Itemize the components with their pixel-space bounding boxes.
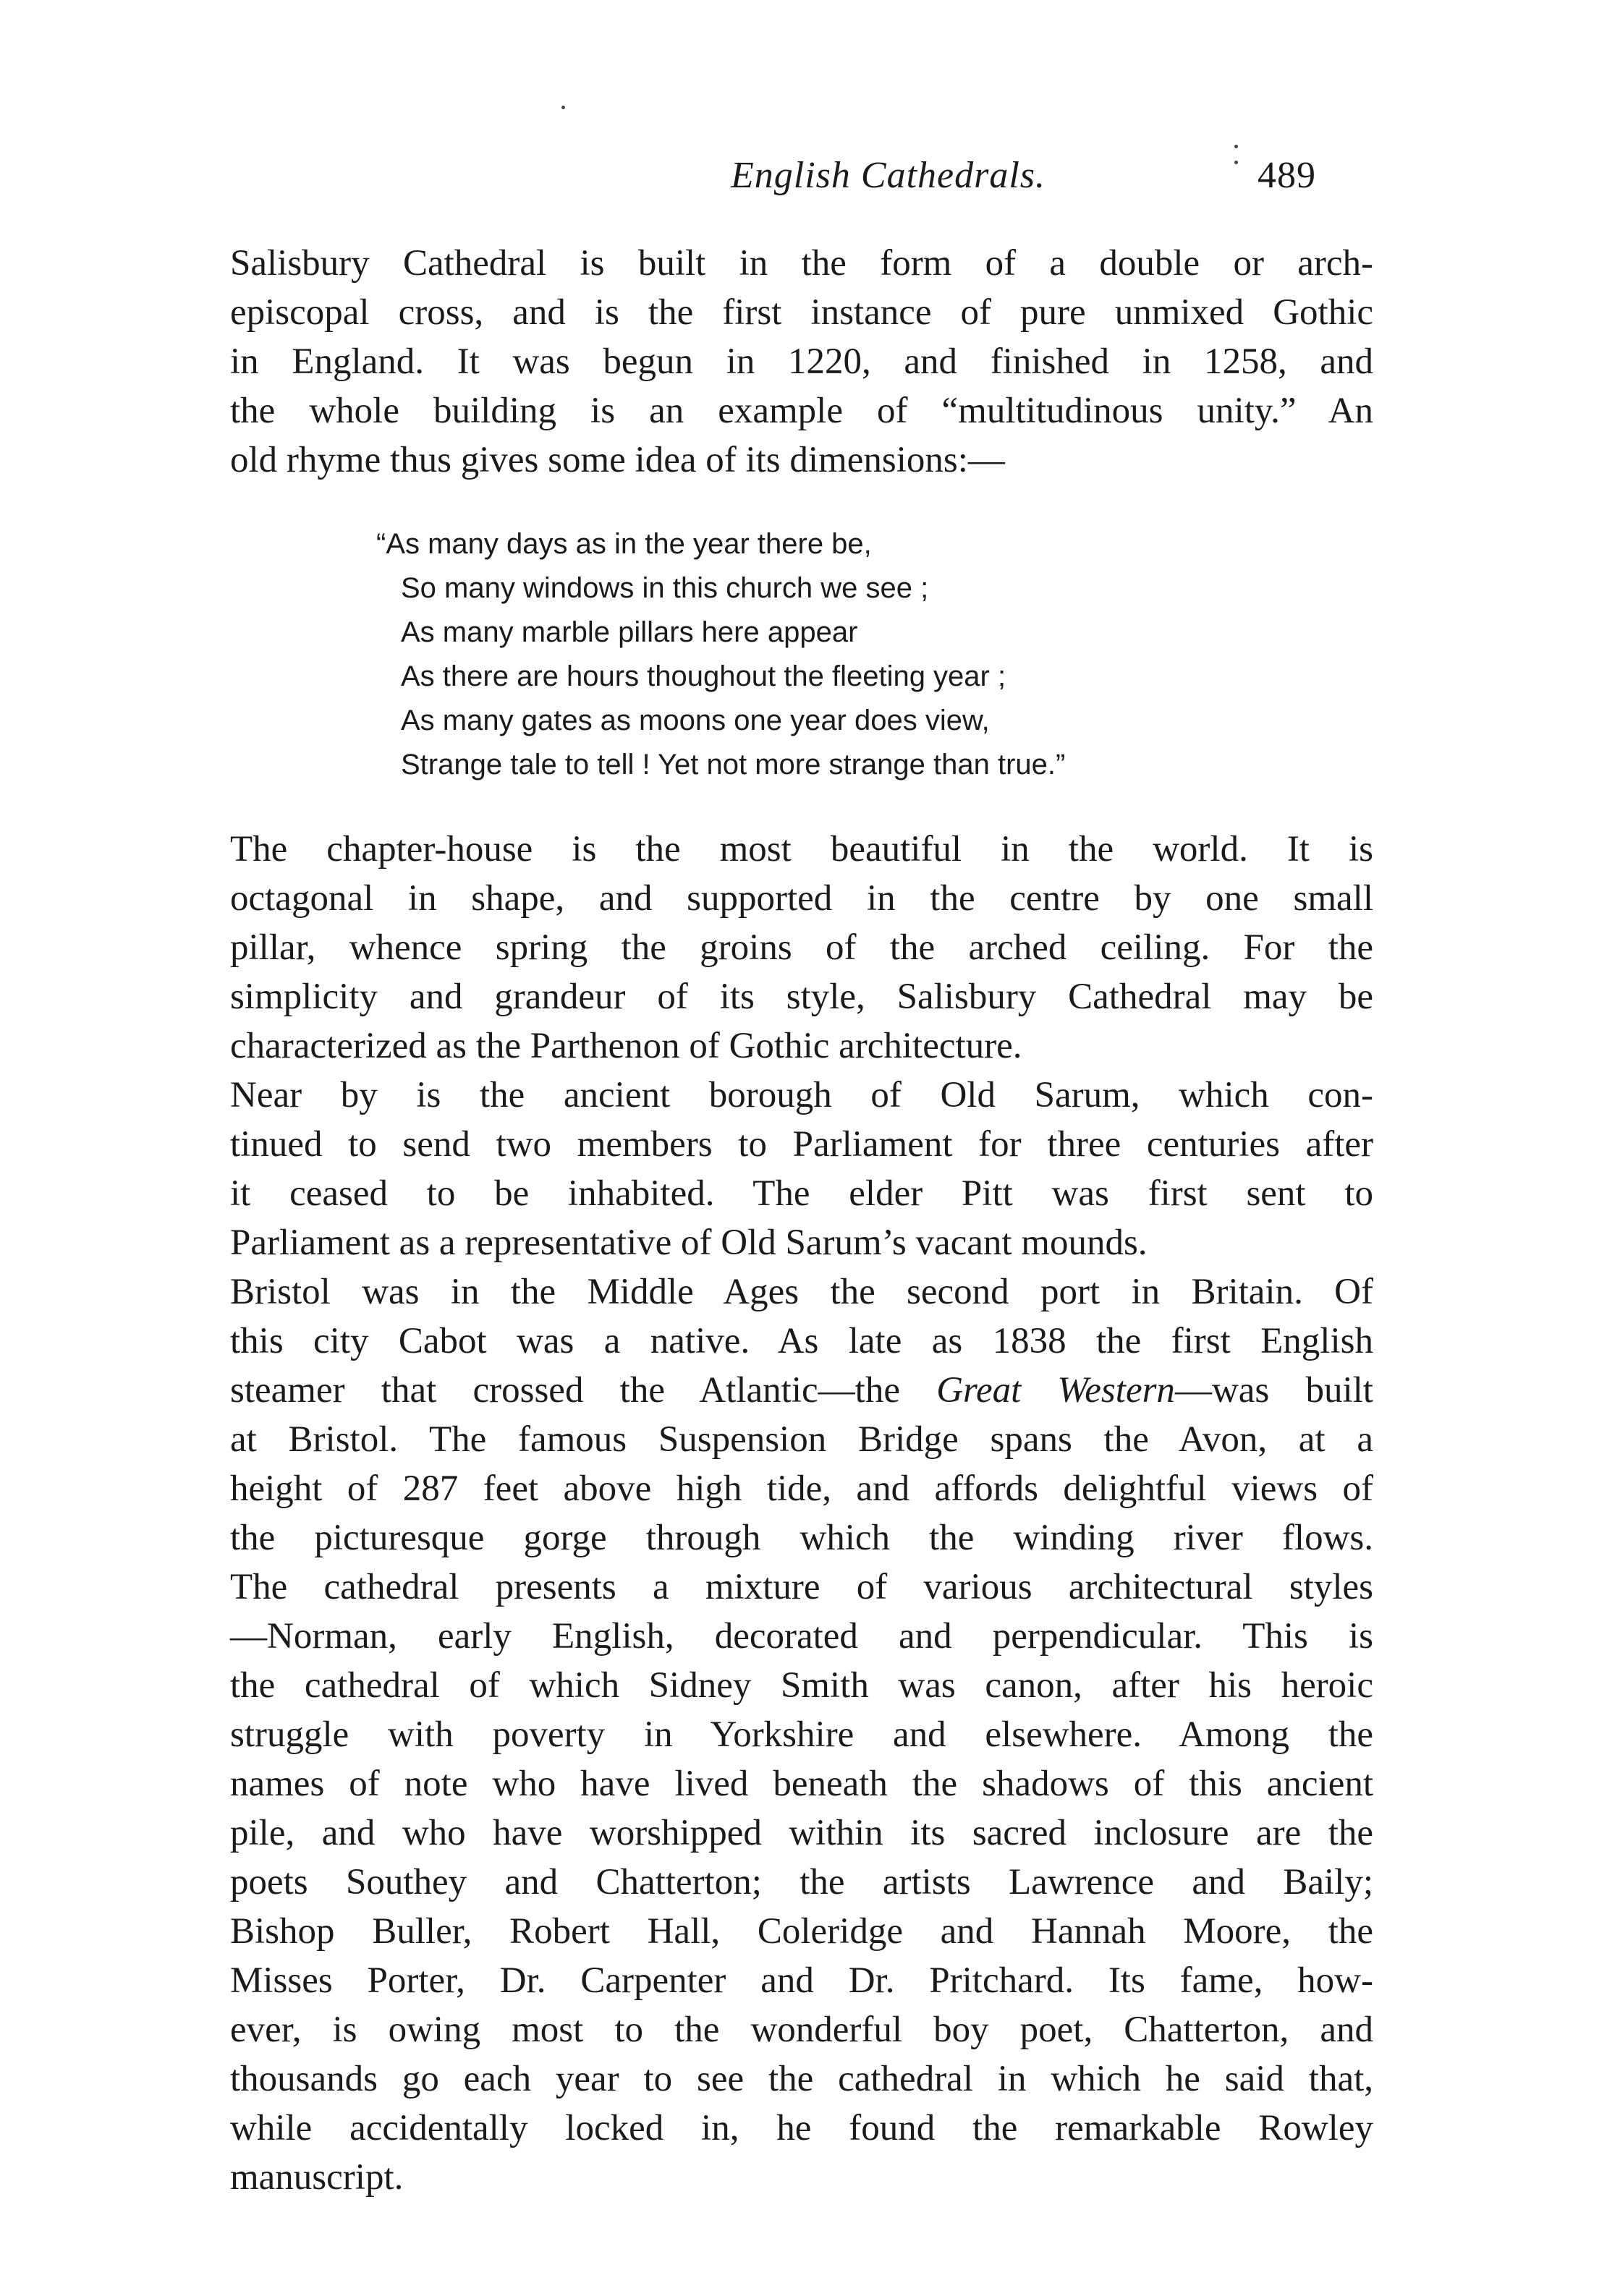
text-line	[230, 1366, 1373, 1415]
verse-line: As many gates as moons one year does view,	[401, 705, 990, 736]
text-line: Salisbury Cathedral is built in the form of a double or arch-	[230, 243, 1373, 284]
verse-line: As many marble pillars here appear	[401, 616, 858, 648]
text-line: —Norman, early English, decorated and perpendicular. This is	[230, 1616, 1373, 1657]
text-line: at Bristol. The famous Suspension Bridge spans the Avon, at a	[230, 1419, 1373, 1460]
text-line: characterized as the Parthenon of Gothic architecture.	[230, 1026, 1022, 1066]
text-line: struggle with poverty in Yorkshire and elsewhere. Among the	[230, 1714, 1373, 1755]
text-line: Bristol was in the Middle Ages the second port in Britain. Of	[230, 1272, 1373, 1312]
text-line: Misses Porter, Dr. Carpenter and Dr. Pritchard. Its fame, how-	[230, 1960, 1373, 2001]
text-line: while accidentally locked in, he found the remarkable Rowley	[230, 2108, 1373, 2148]
running-head	[0, 150, 1620, 201]
paragraph-4	[230, 1267, 1373, 2202]
text-line: octagonal in shape, and supported in the centre by one small	[230, 878, 1373, 919]
text-line: thousands go each year to see the cathedral in which he said that,	[230, 2059, 1373, 2099]
text-line: poets Southey and Chatterton; the artists Lawrence and Baily;	[230, 1862, 1373, 1902]
verse-line: “As many days as in the year there be,	[376, 528, 872, 560]
text-line: names of note who have lived beneath the shadows of this ancient	[230, 1764, 1373, 1804]
text-line: it ceased to be inhabited. The elder Pitt was first sent to	[230, 1173, 1373, 1214]
text-run: steamer that crossed the Atlantic—the	[230, 1370, 937, 1411]
page-number: 489	[1258, 155, 1316, 196]
text-line: this city Cabot was a native. As late as 1838 the first English	[230, 1321, 1373, 1361]
text-line: the whole building is an example of “multitudinous unity.” An	[230, 391, 1373, 431]
verse-quotation	[376, 522, 1244, 787]
running-title: English Cathedrals.	[731, 155, 1046, 196]
text-line: height of 287 feet above high tide, and affords delightful views of	[230, 1468, 1373, 1509]
text-line: Bishop Buller, Robert Hall, Coleridge and Hannah Moore, the	[230, 1911, 1373, 1952]
verse-line: As there are hours thoughout the fleeting year ;	[401, 660, 1006, 692]
verse-line: Strange tale to tell ! Yet not more strange than true.”	[401, 749, 1066, 781]
text-line: Parliament as a representative of Old Sarum’s vacant mounds.	[230, 1223, 1148, 1263]
paragraph-2	[230, 825, 1373, 1071]
text-line: The chapter-house is the most beautiful in the world. It is	[230, 829, 1373, 869]
text-line: Near by is the ancient borough of Old Sarum, which con-	[230, 1075, 1373, 1115]
print-speck	[1234, 145, 1238, 148]
ship-name: Great Western	[936, 1370, 1175, 1411]
verse-line: So many windows in this church we see ;	[401, 572, 929, 604]
text-line: manuscript.	[230, 2157, 404, 2198]
paragraph-1	[230, 239, 1373, 485]
text-line: ever, is owing most to the wonderful boy poet, Chatterton, and	[230, 2010, 1373, 2050]
text-line: tinued to send two members to Parliament for three centuries after	[230, 1124, 1373, 1165]
text-line: The cathedral presents a mixture of various architectural styles	[230, 1567, 1373, 1607]
text-line: in England. It was begun in 1220, and finished in 1258, and	[230, 341, 1373, 382]
text-line: pillar, whence spring the groins of the arched ceiling. For the	[230, 927, 1373, 968]
text-line: pile, and who have worshipped within its sacred inclosure are the	[230, 1813, 1373, 1853]
text-line: episcopal cross, and is the first instance of pure unmixed Gothic	[230, 292, 1373, 333]
text-line: the cathedral of which Sidney Smith was canon, after his heroic	[230, 1665, 1373, 1706]
text-run: —was built	[1174, 1370, 1373, 1411]
text-line: simplicity and grandeur of its style, Salisbury Cathedral may be	[230, 977, 1373, 1017]
text-line: the picturesque gorge through which the winding river flows.	[230, 1518, 1373, 1558]
text-line: old rhyme thus gives some idea of its dimensions:—	[230, 440, 1005, 480]
paragraph-3	[230, 1071, 1373, 1267]
print-speck	[561, 106, 565, 109]
